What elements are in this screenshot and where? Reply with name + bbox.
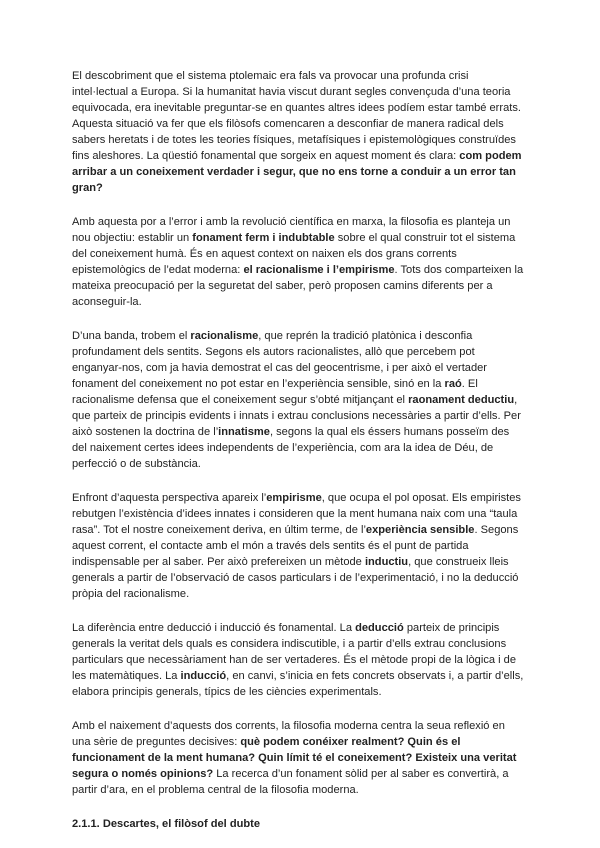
- text-run: . El racionalisme defensa que el coneixement segur s’obté mitjançant el: [72, 378, 478, 406]
- text-run: sobre el qual construir tot el sistema del coneixement humà. És en aquest context on naixen els dos grans corrents epistemològics de l’edat moderna:: [72, 232, 516, 276]
- bold-text: inducció: [180, 670, 227, 682]
- paragraph: [72, 68, 526, 196]
- bold-text: com podem arribar a un coneixement verdader i segur, que no ens torne a conduir a un error tan gran?: [72, 150, 522, 194]
- bold-text: innatisme: [218, 426, 270, 438]
- text-run: , que ocupa el pol oposat. Els empiristes rebutgen l’existència d’idees innates i consideren que la ment humana naix com una “taula rasa”. Tot el nostre coneixement deriva, en últim terme, de l’: [72, 492, 521, 536]
- section-heading: 2.1.1. Descartes, el filòsof del dubte: [72, 818, 261, 830]
- bold-text: raonament deductiu: [408, 394, 515, 406]
- text-run: , que parteix de principis evidents i innats i extrau conclusions necessàries a partir d’ells. Per això sostenen la doctrina de l’: [72, 394, 521, 438]
- bold-text: empirisme: [266, 492, 322, 504]
- bold-text: fonament ferm i indubtable: [192, 232, 335, 244]
- bold-text: el racionalisme i l’empirisme: [243, 264, 395, 276]
- text-run: La diferència entre deducció i inducció és fonamental. La: [72, 622, 356, 634]
- text-run: , en canvi, s’inicia en fets concrets observats i, a partir d’ells, elabora principis generals, típics de les ciències experimentals.: [72, 670, 524, 698]
- paragraph: [72, 328, 526, 472]
- bold-text: què podem conéixer realment? Quin és el funcionament de la ment humana? Quin límit té el coneixement? Existeix una veritat segura o només opinions?: [72, 736, 517, 780]
- paragraph: [72, 214, 526, 310]
- bold-text: experiència sensible: [365, 524, 475, 536]
- text-run: , que reprén la tradició platònica i desconfia profundament dels sentits. Segons els autors racionalistes, allò que percebem pot enganyar-nos, com ja havia demostrat el cas del geocentrisme, i per això el vertader fonament del coneixement no pot estar en l’experiència sensible, sinó en la: [72, 330, 487, 390]
- text-run: La recerca d’un fonament sòlid per al saber es convertirà, a partir d’ara, en el problema central de la filosofia moderna.: [72, 768, 509, 796]
- text-run: parteix de principis generals la veritat dels quals es considera indiscutible, i a partir d’ells extrau conclusions particulars que necessàriament han de ser vertaderes. És el mètode propi de la lògica i de les matemàtiques. La: [72, 622, 516, 682]
- text-run: D’una banda, trobem el: [72, 330, 191, 342]
- text-run: , segons la qual els éssers humans posseïm des del naixement certes idees independents de l’experiència, com ara la idea de Déu, de perfecció o de substància.: [72, 426, 510, 470]
- text-run: Amb el naixement d’aquests dos corrents, la filosofia moderna centra la seua reflexió en una sèrie de preguntes decisives:: [72, 720, 505, 748]
- bold-text: racionalisme: [190, 330, 259, 342]
- text-run: El descobriment que el sistema ptolemaic era fals va provocar una profunda crisi intel·lectual a Europa. Si la humanitat havia viscut durant segles convençuda d’una teoria equivocada, era inevitable preguntar-se en quantes altres idees podíem estar també errats. Aquesta situació va fer que els filòsofs comencaren a desconfiar de manera radical dels sabers heretats i de totes les teories físiques, metafísiques i epistemològiques construïdes fins aleshores. La qüestió fonamental que sorgeix en aquest moment és clara:: [72, 70, 521, 162]
- text-run: . Tots dos comparteixen la mateixa preocupació per la seguretat del saber, però proposen camins diferents per a aconseguir-la.: [72, 264, 524, 308]
- paragraph: [72, 490, 526, 602]
- text-run: Amb aquesta por a l’error i amb la revolució científica en marxa, la filosofia es planteja un nou objectiu: establir un: [72, 216, 511, 244]
- bold-text: deducció: [355, 622, 404, 634]
- paragraph: [72, 620, 526, 700]
- text-run: . Segons aquest corrent, el contacte amb el món a través dels sentits és el punt de partida indispensable per al saber. Per això prefereixen un mètode: [72, 524, 519, 568]
- bold-text: raó: [444, 378, 462, 390]
- text-run: , que construeix lleis generals a partir de l’observació de casos particulars i de l’experimentació, i no la deducció pròpia del racionalisme.: [72, 556, 519, 600]
- paragraph: [72, 718, 526, 798]
- text-run: Enfront d’aquesta perspectiva apareix l’: [72, 492, 267, 504]
- bold-text: inductiu: [364, 556, 409, 568]
